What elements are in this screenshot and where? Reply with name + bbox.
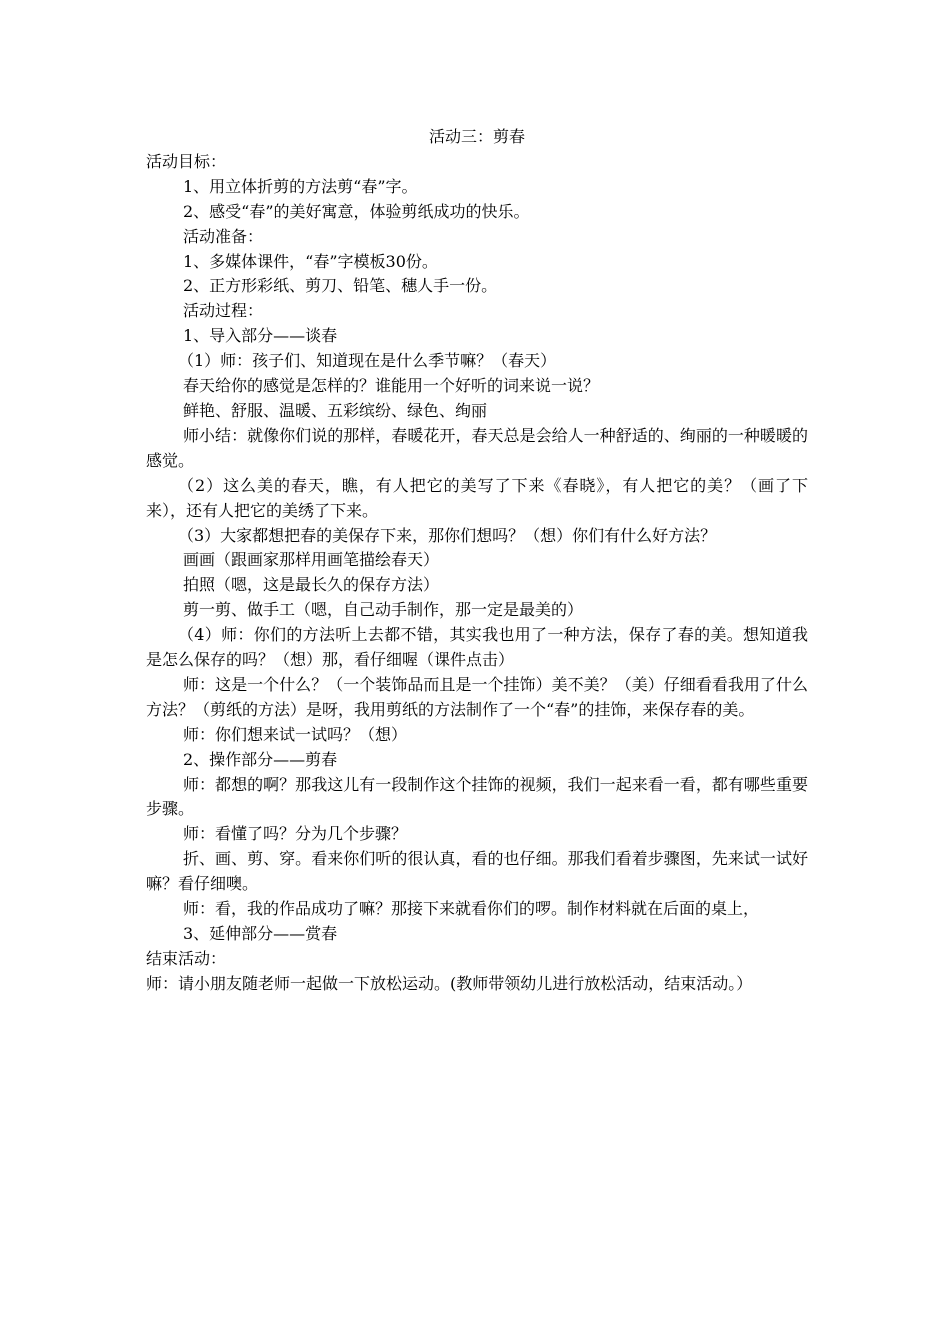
paragraph: 2、感受“春”的美好寓意，体验剪纸成功的快乐。 bbox=[183, 201, 530, 221]
paragraph: 师：请小朋友随老师一起做一下放松运动。(教师带领幼儿进行放松活动，结束活动。） bbox=[146, 973, 753, 993]
paragraph: 活动目标： bbox=[146, 151, 227, 171]
paragraph: 师：看懂了吗？分为几个步骤？ bbox=[183, 824, 408, 844]
document-page bbox=[146, 125, 808, 997]
paragraph: 活动准备： bbox=[183, 226, 264, 246]
paragraph: （4）师：你们的方法听上去都不错，其实我也用了一种方法，保存了春的美。想知道我是怎么保存的吗？（想）那，看仔细喔（课件点击） bbox=[146, 625, 808, 670]
paragraph: 折、画、剪、穿。看来你们听的很认真，看的也仔细。那我们看着步骤图，先来试一试好嘛？看仔细噢。 bbox=[146, 849, 808, 894]
paragraph: 师小结：就像你们说的那样，春暖花开，春天总是会给人一种舒适的、绚丽的一种暖暖的感觉。 bbox=[146, 425, 808, 470]
paragraph: 剪一剪、做手工（嗯，自己动手制作，那一定是最美的） bbox=[183, 600, 584, 620]
paragraph: 3、延伸部分——赏春 bbox=[183, 924, 338, 943]
paragraph: 师：这是一个什么？（一个装饰品而且是一个挂饰）美不美？（美）仔细看看我用了什么方法？（剪纸的方法）是呀，我用剪纸的方法制作了一个“春”的挂饰，来保存春的美。 bbox=[146, 674, 808, 719]
paragraph: 活动过程： bbox=[183, 301, 264, 321]
paragraph: 拍照（嗯，这是最长久的保存方法） bbox=[183, 575, 440, 595]
paragraph: 师：都想的啊？那我这儿有一段制作这个挂饰的视频，我们一起来看一看，都有哪些重要步骤。 bbox=[146, 774, 808, 819]
paragraph: 2、正方形彩纸、剪刀、铅笔、穗人手一份。 bbox=[183, 276, 498, 296]
paragraph: 春天给你的感觉是怎样的？谁能用一个好听的词来说一说？ bbox=[183, 376, 600, 396]
paragraph: 结束活动： bbox=[146, 948, 227, 968]
document-title: 活动三：剪春 bbox=[428, 127, 525, 146]
paragraph: 2、操作部分——剪春 bbox=[183, 749, 338, 769]
paragraph: 1、用立体折剪的方法剪“春”字。 bbox=[183, 176, 418, 196]
paragraph: （1）师：孩子们、知道现在是什么季节嘛？（春天） bbox=[178, 351, 557, 371]
paragraph: （2）这么美的春天，瞧，有人把它的美写了下来《春晓》，有人把它的美？（画了下来），还有人把它的美绣了下来。 bbox=[146, 475, 808, 520]
paragraph: 师：你们想来试一试吗？（想） bbox=[183, 724, 408, 744]
paragraph: 1、多媒体课件，“春”字模板30份。 bbox=[183, 251, 438, 271]
paragraph: 师：看，我的作品成功了嘛？那接下来就看你们的啰。制作材料就在后面的桌上， bbox=[183, 899, 760, 919]
paragraph: 画画（跟画家那样用画笔描绘春天） bbox=[183, 550, 440, 570]
paragraph: 1、导入部分——谈春 bbox=[183, 326, 338, 346]
paragraph: （3）大家都想把春的美保存下来，那你们想吗？（想）你们有什么好方法？ bbox=[178, 525, 717, 545]
paragraph: 鲜艳、舒服、温暖、五彩缤纷、绿色、绚丽 bbox=[183, 400, 488, 420]
document-body bbox=[146, 150, 808, 997]
